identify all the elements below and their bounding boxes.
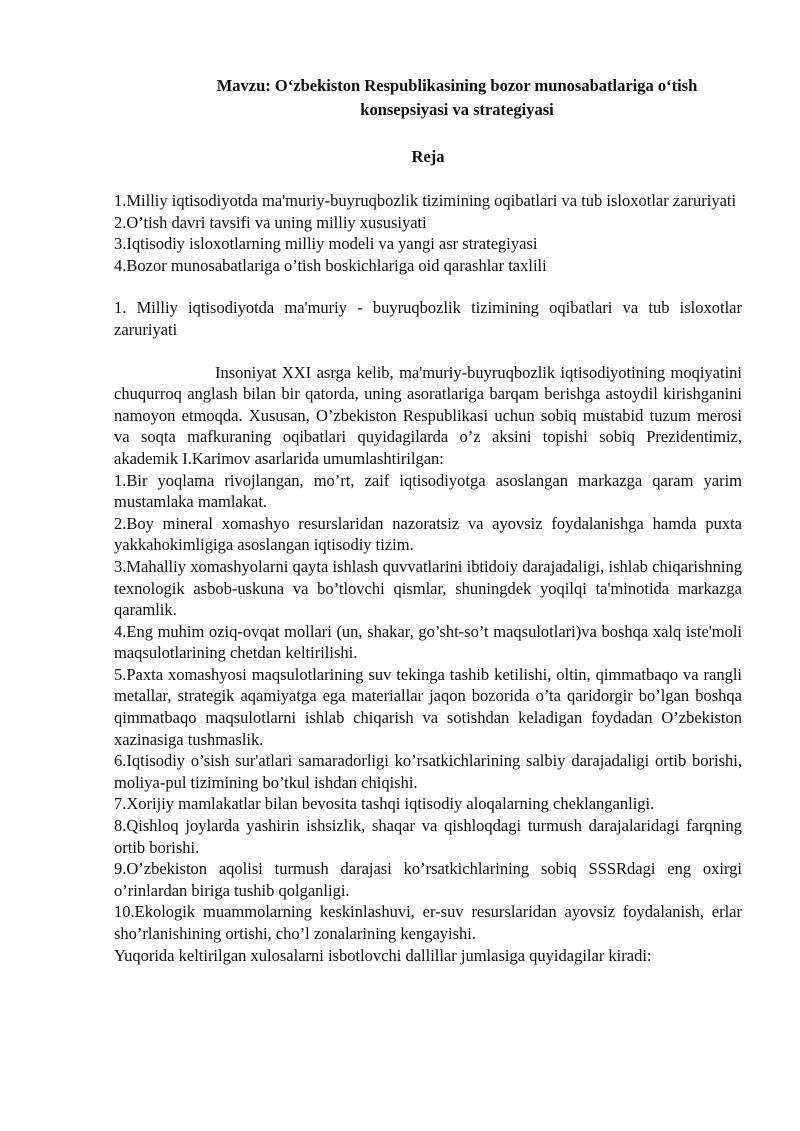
intro-paragraph: Insoniyat XXI asrga kelib, ma'muriy-buyruqbozlik iqtisodiyotining moqiyatini chuqurroq anglash bilan bir qatorda, uning asoratlariga barqam berishga astoydil kirishganini namoyon etmoqda. Xususan, O’zbekiston Respublikasi uchun sobiq mustabid tuzum merosi va soqta mafkuraning oqibatlari quyidagilarda o’z aksini topishi sobiq Prezidentimiz, akademik I.Karimov asarlarida umumlashtirilgan: bbox=[114, 362, 742, 468]
list-point: 10.Ekologik muammolarning keskinlashuvi, er-suv resurslaridan ayovsiz foydalanish, erlar sho’rlanishining ortishi, cho’l zonalarining kengayishi. bbox=[114, 902, 742, 943]
closing-line: Yuqorida keltirilgan xulosalarni isbotlovchi dallillar jumlasiga quyidagilar kiradi: bbox=[114, 945, 652, 965]
document-page bbox=[114, 74, 742, 966]
list-point: 2.Boy mineral xomashyo resurslaridan nazoratsiz va ayovsiz foydalanishga hamda puxta yakkahokimligiga asoslangan iqtisodiy tizim. bbox=[114, 513, 742, 555]
plan-item: 4.Bozor munosabatlariga o’tish boskichlariga oid qarashlar taxlili bbox=[114, 255, 547, 275]
list-point: 3.Mahalliy xomashyolarni qayta ishlash quvvatlarini ibtidoiy darajadaligi, ishlab chiqarishning texnologik asbob-uskuna va bo’tlovchi qismlar, shuningdek yoqilqi ta'minotida markazga qaramlik. bbox=[114, 556, 742, 620]
list-point: 4.Eng muhim oziq-ovqat mollari (un, shakar, go’sht-so’t maqsulotlari)va boshqa xalq iste'moli maqsulotlarining chetdan keltirilishi. bbox=[114, 621, 742, 663]
plan-item: 1.Milliy iqtisodiyotda ma'muriy-buyruqbozlik tizimining oqibatlari va tub isloxotlar zaruriyati bbox=[114, 191, 737, 210]
plan-heading: Reja bbox=[411, 147, 445, 166]
list-point: 5.Paxta xomashyosi maqsulotlarining suv tekinga tashib ketilishi, oltin, qimmatbaqo va rangli metallar, strategik aqamiyatga ega materiallar jaqon bozorida o’ta qaridorgir bo’lgan boshqa qimmatbaqo maqsulotlarni ishlab chiqarish va sotishdan keladigan foydadan O’zbekiston xazinasiga tushmaslik. bbox=[114, 664, 742, 749]
plan-item: 2.O’tish davri tavsifi va uning milliy xususiyati bbox=[114, 212, 427, 232]
plan-item: 3.Iqtisodiy isloxotlarning milliy modeli va yangi asr strategiyasi bbox=[114, 234, 538, 254]
list-point: 6.Iqtisodiy o’sish sur'atlari samaradorligi ko’rsatkichlarining salbiy darajadaligi ortib borishi, moliya-pul tizimining bo’tkul ishdan chiqishi. bbox=[114, 751, 742, 792]
section-heading: 1. Milliy iqtisodiyotda ma'muriy - buyruqbozlik tizimining oqibatlari va tub isloxotlar zaruriyati bbox=[114, 298, 742, 339]
list-point: 8.Qishloq joylarda yashirin ishsizlik, shaqar va qishloqdagi turmush darajalaridagi farqning ortib borishi. bbox=[114, 816, 742, 857]
document-title: Mavzu: O‘zbekiston Respublikasining bozor munosabatlariga o‘tish konsepsiyasi va strategiyasi bbox=[216, 76, 698, 119]
plan-list bbox=[114, 190, 742, 276]
list-point: 1.Bir yoqlama rivojlangan, mo’rt, zaif iqtisodiyotga asoslangan markazga qaram yarim mustamlaka mamlakat. bbox=[114, 470, 742, 512]
list-point: 9.O’zbekiston aqolisi turmush darajasi ko’rsatkichlarining sobiq SSSRdagi eng oxirgi o’rinlardan biriga tushib qolganligi. bbox=[114, 859, 742, 900]
list-point: 7.Xorijiy mamlakatlar bilan bevosita tashqi iqtisodiy aloqalarning cheklanganligi. bbox=[114, 794, 655, 814]
